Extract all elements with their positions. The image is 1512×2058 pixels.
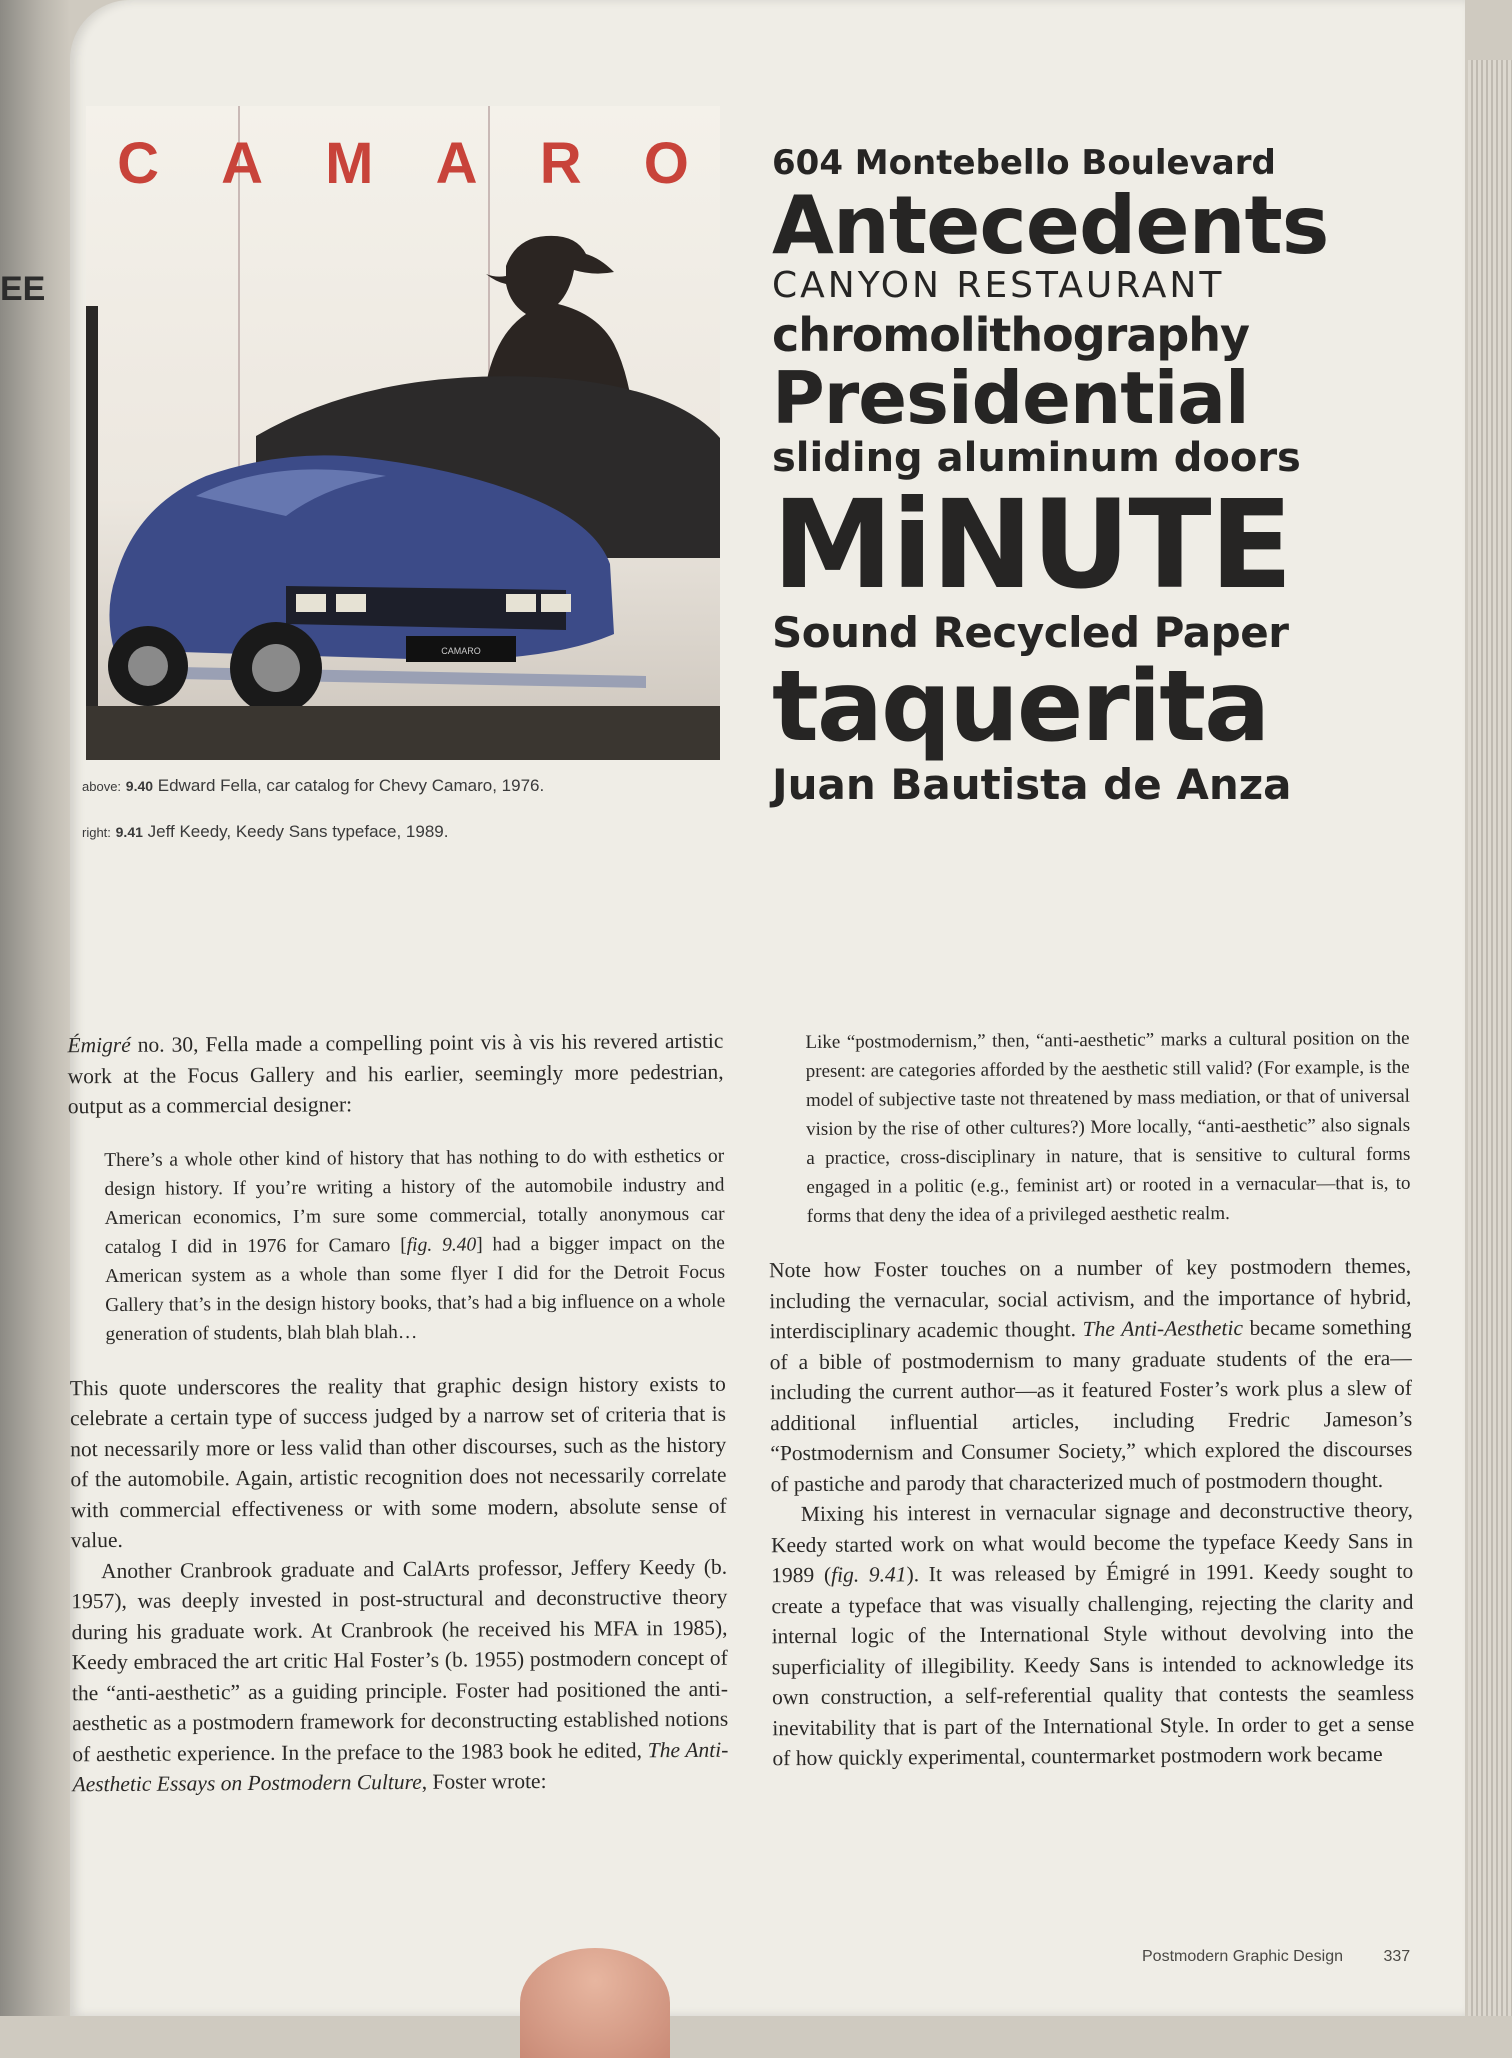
- specimen-line: chromolithography: [772, 308, 1250, 362]
- paragraph: Mixing his interest in vernacular signage and deconstructive theory, Keedy started work on what would become the typeface Keedy Sans in 1989 (fig. 9.41). It was released by Émigré in 1991. Keedy sought to create a typeface that was visually challenging, rejecting the clarity and internal logic of the International Style without devolving into the superficiality of illegibility. Keedy Sans is intended to acknowledge its own construction, a self-referential quality that contests the seamless inevitability that is part of the International Style. In order to get a sense of how quickly experimental, countermarket postmodern work became: [770, 1497, 1415, 1771]
- running-title: Postmodern Graphic Design: [1142, 1948, 1343, 1965]
- specimen-line: Sound Recycled Paper: [772, 608, 1289, 657]
- specimen-line: taquerita: [772, 650, 1269, 764]
- paragraph: Émigré no. 30, Fella made a compelling point vis à vis his revered artistic work at the Focus Gallery and his earlier, seemingly more pedestrian, output as a commercial designer:: [67, 1028, 724, 1119]
- caption-9-41: right: 9.41 Jeff Keedy, Keedy Sans typeface, 1989.: [82, 822, 449, 841]
- camaro-catalog-photo: [86, 106, 720, 760]
- page-edges: [1468, 60, 1512, 2016]
- page-footer: [1142, 1948, 1410, 1966]
- specimen-line: Juan Bautista de Anza: [772, 760, 1292, 809]
- camaro-logo: C A M A R O: [117, 131, 689, 196]
- left-text-column: [67, 1026, 728, 1800]
- block-quote-fella: There’s a whole other kind of history that has nothing to do with esthetics or design history. If you’re writing a history of the automobile industry and American economics, I’m sure some commercial, totally anonymous car catalog I did in 1976 for Camaro [fig. 9.40] had a bigger impact on the American system as a whole than some flyer I did for the Detroit Focus Gallery that’s in the design history books, that’s had a big influence on a whole generation of students, blah blah blah…: [104, 1145, 726, 1345]
- specimen-line: CANYON RESTAURANT: [772, 265, 1225, 306]
- specimen-line: Antecedents: [772, 179, 1329, 272]
- paragraph: Note how Foster touches on a number of key postmodern themes, including the vernacular, social activism, and the importance of hybrid, interdisciplinary academic thought. The Anti-Aesthetic became something of a bible of postmodernism to many graduate students of the era—including the current author—as it featured Foster’s work plus a slew of additional influential articles, including Fredric Jameson’s “Postmodernism and Consumer Society,” which explored the discourses of pastiche and parody that characterized much of postmodern thought.: [769, 1253, 1413, 1496]
- keedy-sans-specimen: [772, 143, 1352, 809]
- paragraph: Another Cranbrook graduate and CalArts professor, Jeffery Keedy (b. 1957), was deeply invested in post-structural and deconstructive theory during his graduate work. At Cranbrook (he received his MFA in 1985), Keedy embraced the art critic Hal Foster’s (b. 1955) postmodern concept of the “anti-aesthetic” as a guiding principle. Foster had positioned the anti-aesthetic as a postmodern framework for deconstructing established notions of aesthetic experience. In the preface to the 1983 book he edited, The Anti-Aesthetic Essays on Postmodern Culture, Foster wrote:: [71, 1554, 729, 1797]
- thumb: [520, 1948, 670, 2058]
- plate-text: CAMARO: [441, 646, 481, 656]
- paragraph: This quote underscores the reality that graphic design history exists to celebrate a certain type of success judged by a narrow set of criteria that is not necessarily more or less valid than other discourses, such as the history of the automobile. Again, artistic recognition does not necessarily correlate with commercial effectiveness or with some modern, absolute sense of value.: [69, 1371, 727, 1553]
- specimen-line: MiNUTE: [772, 474, 1291, 616]
- left-page-spine: [0, 0, 70, 2016]
- spine-letters: EE: [0, 270, 46, 308]
- block-quote-foster: Like “postmodernism,” then, “anti-aesthetic” marks a cultural position on the present: are categories afforded by the aesthetic still valid? (For example, is the model of subjective taste not threatened by mass mediation, or that of universal vision by the rise of other cultures?) More locally, “anti-aesthetic” also signals a practice, cross-disciplinary in nature, that is sensitive to cultural forms engaged in a politic (e.g., feminist art) or rooted in a vernacular—that is, to forms that deny the idea of a privileged aesthetic realm.: [805, 1027, 1411, 1227]
- caption-9-40: above: 9.40 Edward Fella, car catalog for Chevy Camaro, 1976.: [82, 776, 545, 795]
- right-text-column: [767, 1024, 1414, 1774]
- specimen-line: sliding aluminum doors: [772, 435, 1301, 481]
- page-number: 337: [1383, 1948, 1411, 1965]
- specimen-line: Presidential: [772, 356, 1249, 440]
- specimen-line: 604 Montebello Boulevard: [772, 143, 1276, 183]
